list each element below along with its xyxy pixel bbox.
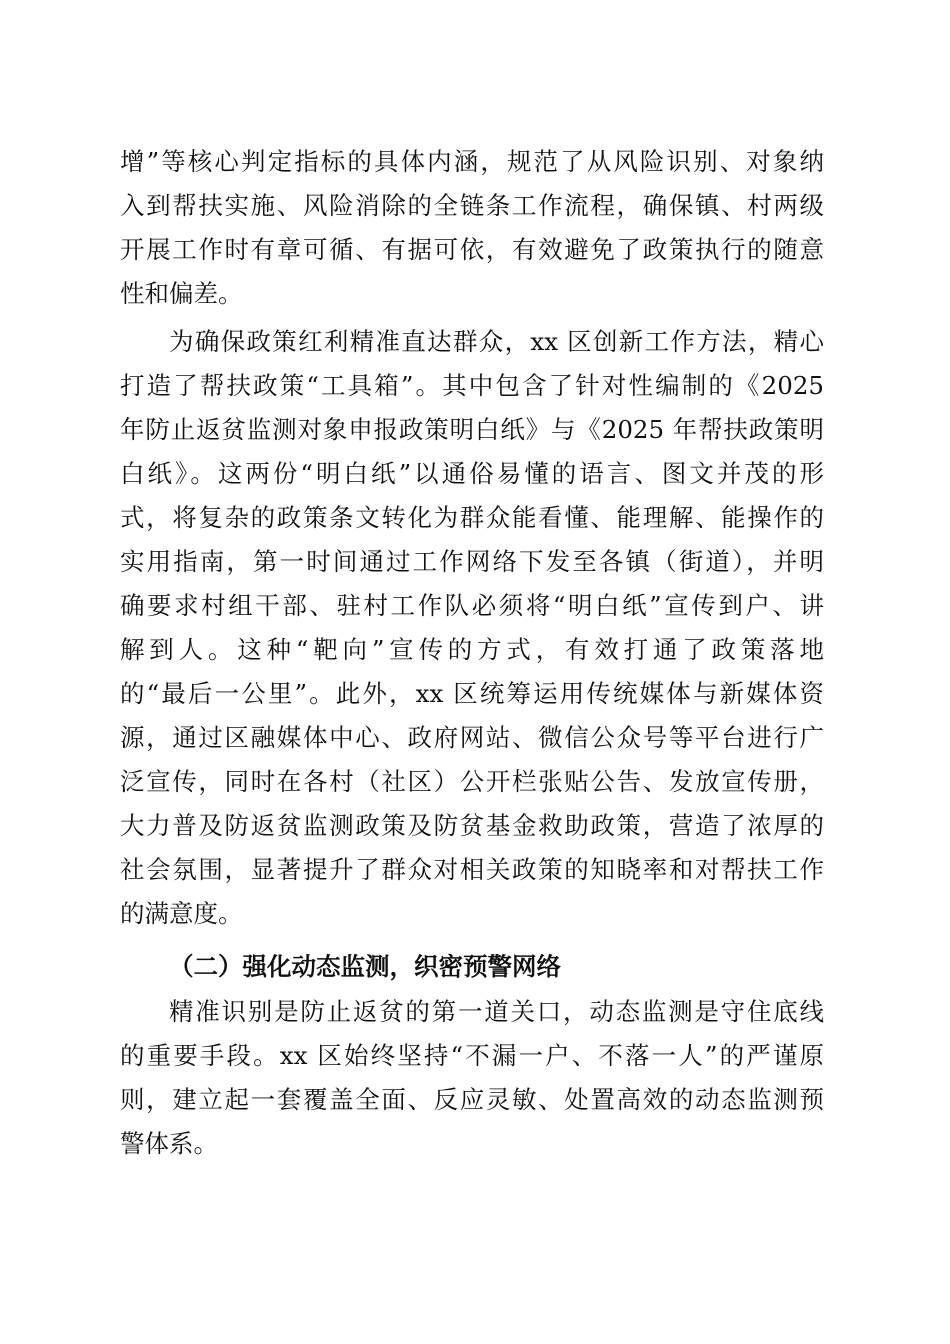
paragraph-3-line-4: 警体系。	[120, 1129, 218, 1158]
paragraph-2-line-1: 为确保政策红利精准直达群众，xx 区创新工作方法，精心	[169, 327, 824, 356]
paragraph-1-line-1: 增”等核心判定指标的具体内涵，规范了从风险识别、对象纳	[120, 147, 824, 176]
paragraph-2-line-12: 大力普及防返贫监测政策及防贫基金救助政策，营造了浓厚的	[120, 811, 824, 840]
paragraph-2-line-9: 的“最后一公里”。此外，xx 区统筹运用传统媒体与新媒体资	[120, 679, 824, 708]
paragraph-2-line-13: 社会氛围，显著提升了群众对相关政策的知晓率和对帮扶工作	[120, 855, 824, 884]
paragraph-1-line-4: 性和偏差。	[120, 279, 243, 308]
paragraph-2-line-14: 的满意度。	[120, 899, 243, 928]
section-heading: （二）强化动态监测，织密预警网络	[169, 952, 561, 981]
paragraph-2-line-4: 白纸》。这两份“明白纸”以通俗易懂的语言、图文并茂的形	[120, 459, 824, 488]
paragraph-2-line-6: 实用指南，第一时间通过工作网络下发至各镇（街道），并明	[120, 547, 824, 576]
paragraph-2-line-3: 年防止返贫监测对象申报政策明白纸》与《2025 年帮扶政策明	[120, 415, 824, 444]
paragraph-3-line-1: 精准识别是防止返贫的第一道关口，动态监测是守住底线	[169, 997, 824, 1026]
paragraph-2-line-11: 泛宣传，同时在各村（社区）公开栏张贴公告、发放宣传册，	[120, 767, 824, 796]
paragraph-3-line-2: 的重要手段。xx 区始终坚持“不漏一户、不落一人”的严谨原	[120, 1041, 824, 1070]
paragraph-2-line-2: 打造了帮扶政策“工具箱”。其中包含了针对性编制的《2025	[120, 371, 824, 400]
paragraph-2-line-10: 源，通过区融媒体中心、政府网站、微信公众号等平台进行广	[120, 723, 824, 752]
paragraph-2-line-8: 解到人。这种“靶向”宣传的方式，有效打通了政策落地	[120, 635, 824, 664]
paragraph-3-line-3: 则，建立起一套覆盖全面、反应灵敏、处置高效的动态监测预	[120, 1085, 824, 1114]
paragraph-2-line-7: 确要求村组干部、驻村工作队必须将“明白纸”宣传到户、讲	[120, 591, 824, 620]
paragraph-1-line-2: 入到帮扶实施、风险消除的全链条工作流程，确保镇、村两级	[120, 191, 824, 220]
paragraph-1-line-3: 开展工作时有章可循、有据可依，有效避免了政策执行的随意	[120, 235, 824, 264]
paragraph-2-line-5: 式，将复杂的政策条文转化为群众能看懂、能理解、能操作的	[120, 503, 824, 532]
